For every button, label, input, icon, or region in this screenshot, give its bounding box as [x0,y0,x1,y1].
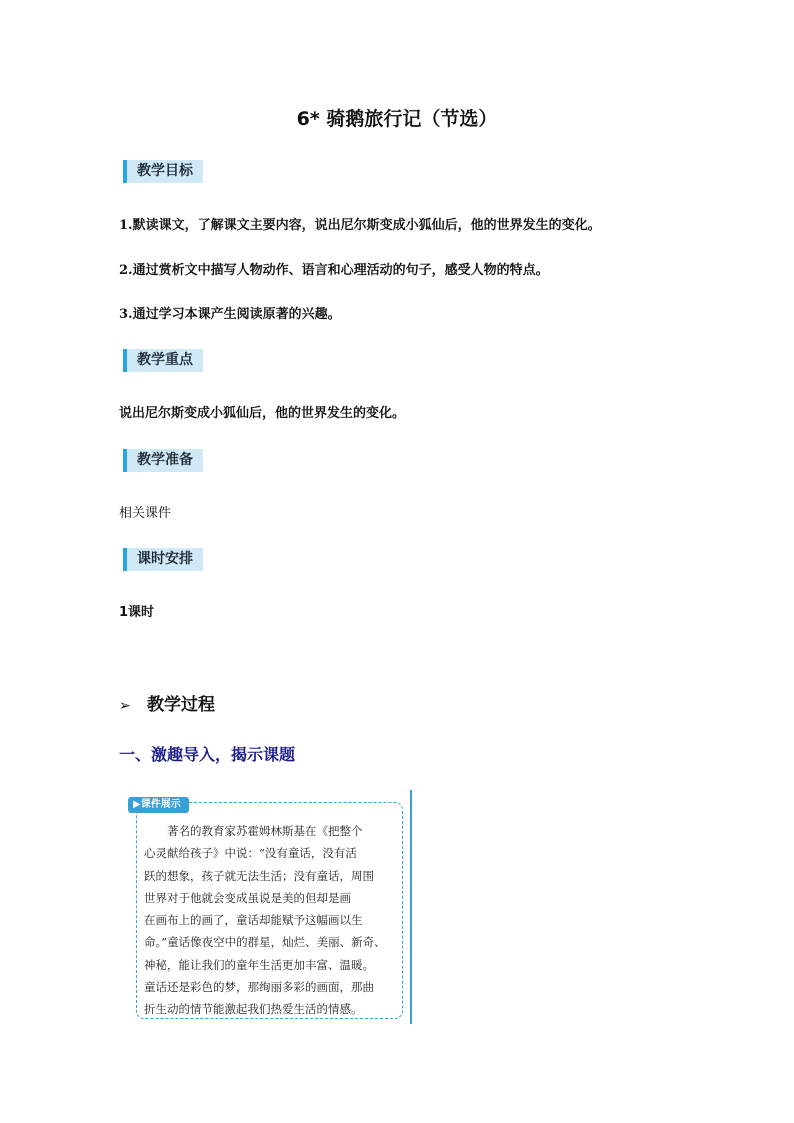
process-subheading: 一、激趣导入，揭示课题 [119,745,296,764]
courseware-line: 神秘，能让我们的童年生活更加丰富、温暖。 [144,957,374,972]
process-heading [119,690,215,715]
courseware-text [144,820,398,1021]
courseware-line: 折生动的情节能激起我们热爱生活的情感。 [144,1002,363,1017]
page-title: 6* 骑鹅旅行记（节选） [296,108,498,130]
courseware-line: 童话还是彩色的梦，那绚丽多彩的画面，那曲 [144,980,374,995]
goal-item-3: 3.通过学习本课产生阅读原著的兴趣。 [119,307,341,322]
box-side-rule [410,790,412,1024]
section-heading-prep: 教学准备 [123,449,203,472]
process-heading-label: 教学过程 [147,695,215,715]
courseware-line: 心灵献给孩子》中说：“没有童话，没有活 [144,846,357,861]
section-heading-key: 教学重点 [123,349,203,372]
prep-text: 相关课件 [119,506,172,521]
courseware-line: 著名的教育家苏霍姆林斯基在《把整个 [144,824,363,838]
courseware-line: 跃的想象，孩子就无法生活；没有童话，周围 [144,868,374,883]
schedule-text: 1课时 [119,605,155,620]
courseware-line: 世界对于他就会变成虽说是美的但却是画 [144,890,351,905]
goal-item-2: 2.通过赏析文中描写人物动作、语言和心理活动的句子，感受人物的特点。 [119,263,549,278]
key-text: 说出尼尔斯变成小狐仙后，他的世界发生的变化。 [119,406,406,421]
courseware-line: 命。”童话像夜空中的群星，灿烂、美丽、新奇、 [144,935,386,950]
courseware-tag: ▶课件展示 [128,797,189,813]
section-heading-schedule: 课时安排 [123,548,203,571]
courseware-line: 在画布上的画了，童话却能赋予这幅画以生 [144,913,363,928]
goal-item-1: 1.默读课文，了解课文主要内容，说出尼尔斯变成小狐仙后，他的世界发生的变化。 [119,218,601,233]
section-heading-goals: 教学目标 [123,160,203,183]
chevron-right-icon: ➢ [119,698,131,714]
